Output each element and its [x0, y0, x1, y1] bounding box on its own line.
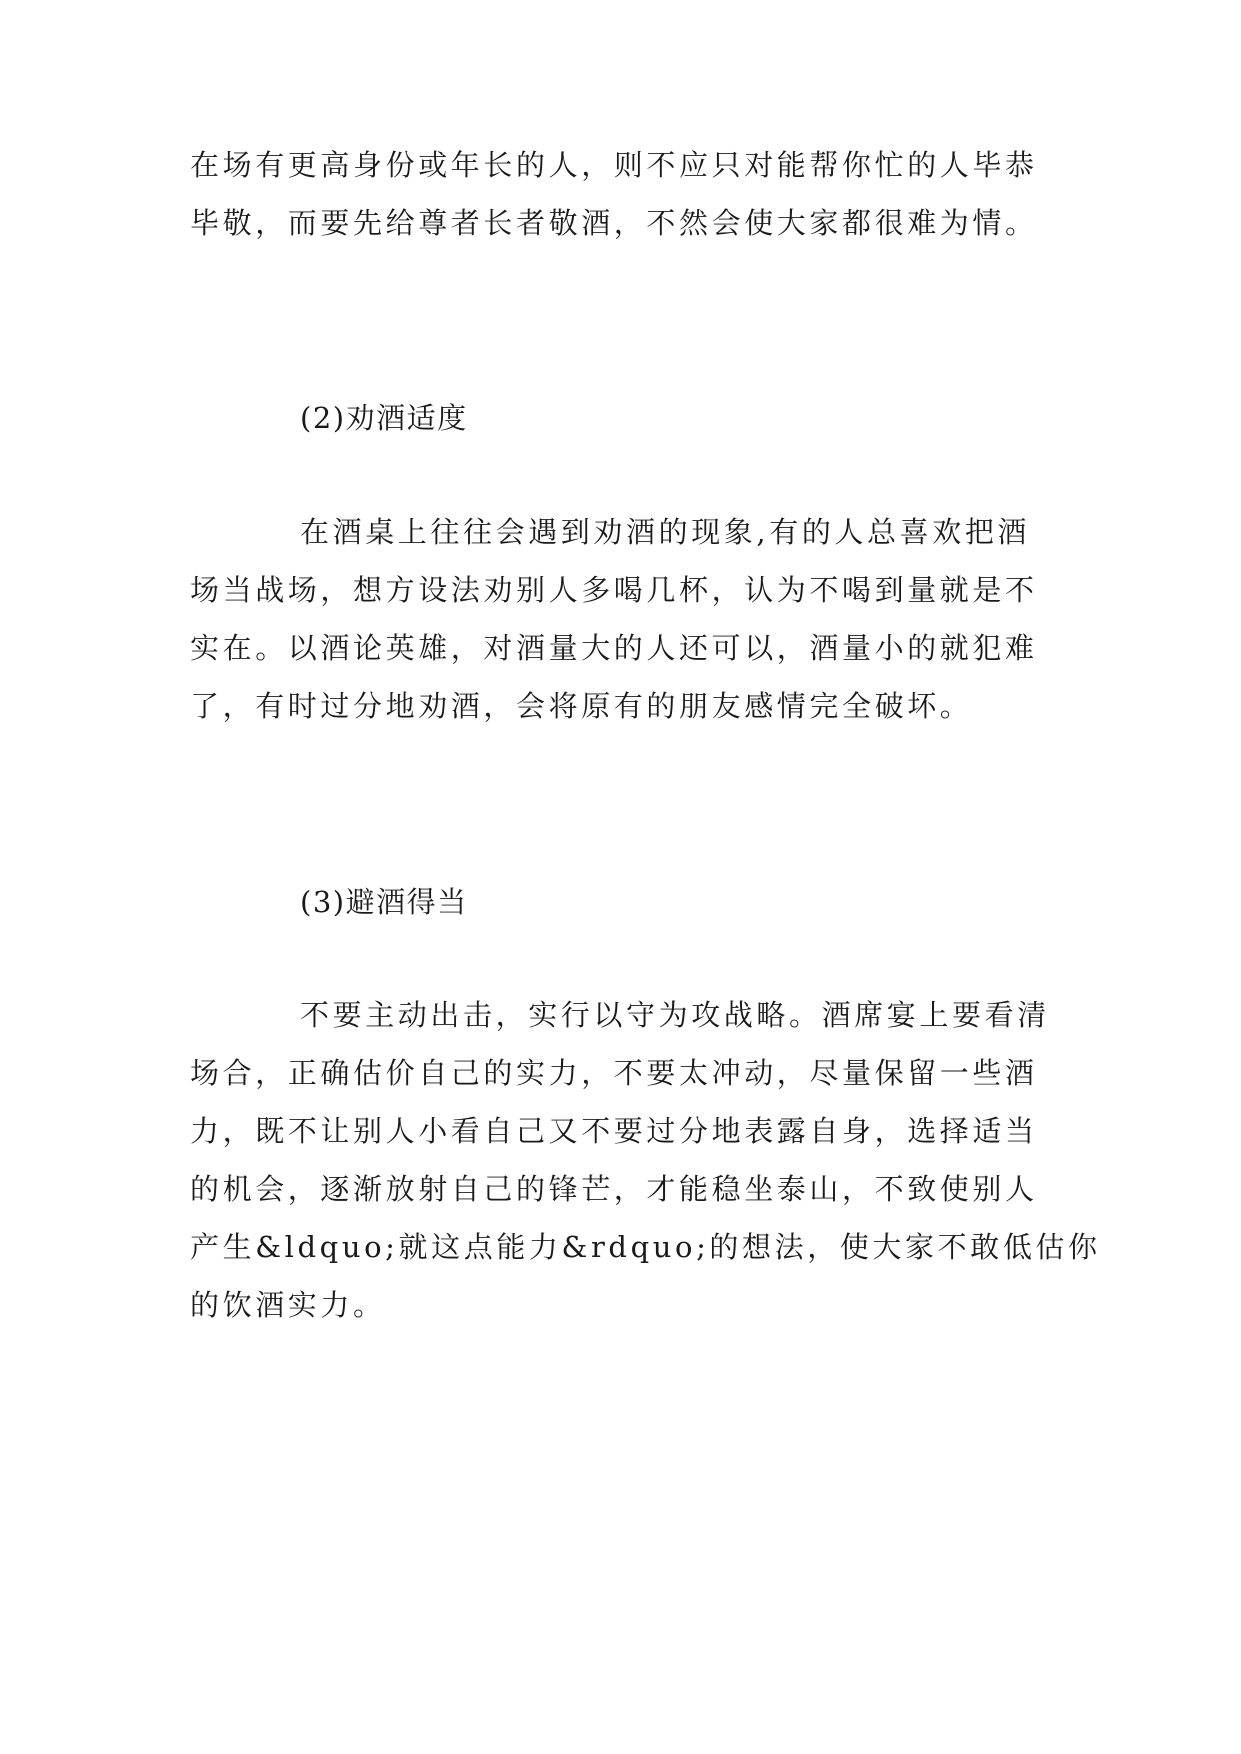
- paragraph-line: 不要主动出击，实行以守为攻战略。酒席宴上要看清: [300, 998, 1050, 1032]
- paragraph-line: 了，有时过分地劝酒，会将原有的朋友感情完全破坏。: [190, 689, 973, 723]
- paragraph-line: 的机会，逐渐放射自己的锋芒，才能稳坐泰山，不致使别人: [190, 1172, 1038, 1206]
- section-heading-2: (2)劝酒适度: [300, 401, 468, 435]
- paragraph-line: 产生&ldquo;就这点能力&rdquo;的想法，使大家不敢低估你: [190, 1230, 1101, 1264]
- paragraph-line: 的饮酒实力。: [190, 1288, 386, 1322]
- paragraph-line: 场当战场，想方设法劝别人多喝几杯，认为不喝到量就是不: [190, 573, 1038, 607]
- paragraph-line: 实在。以酒论英雄，对酒量大的人还可以，酒量小的就犯难: [190, 631, 1038, 665]
- paragraph-line: 在酒桌上往往会遇到劝酒的现象,有的人总喜欢把酒: [300, 515, 1031, 549]
- section-heading-3: (3)避酒得当: [300, 885, 468, 919]
- paragraph-line: 力，既不让别人小看自己又不要过分地表露自身，选择适当: [190, 1114, 1038, 1148]
- paragraph-line: 在场有更高身份或年长的人，则不应只对能帮你忙的人毕恭: [190, 148, 1038, 182]
- paragraph-line: 场合，正确估价自己的实力，不要太冲动，尽量保留一些酒: [190, 1056, 1038, 1090]
- paragraph-line: 毕敬，而要先给尊者长者敬酒，不然会使大家都很难为情。: [190, 206, 1038, 240]
